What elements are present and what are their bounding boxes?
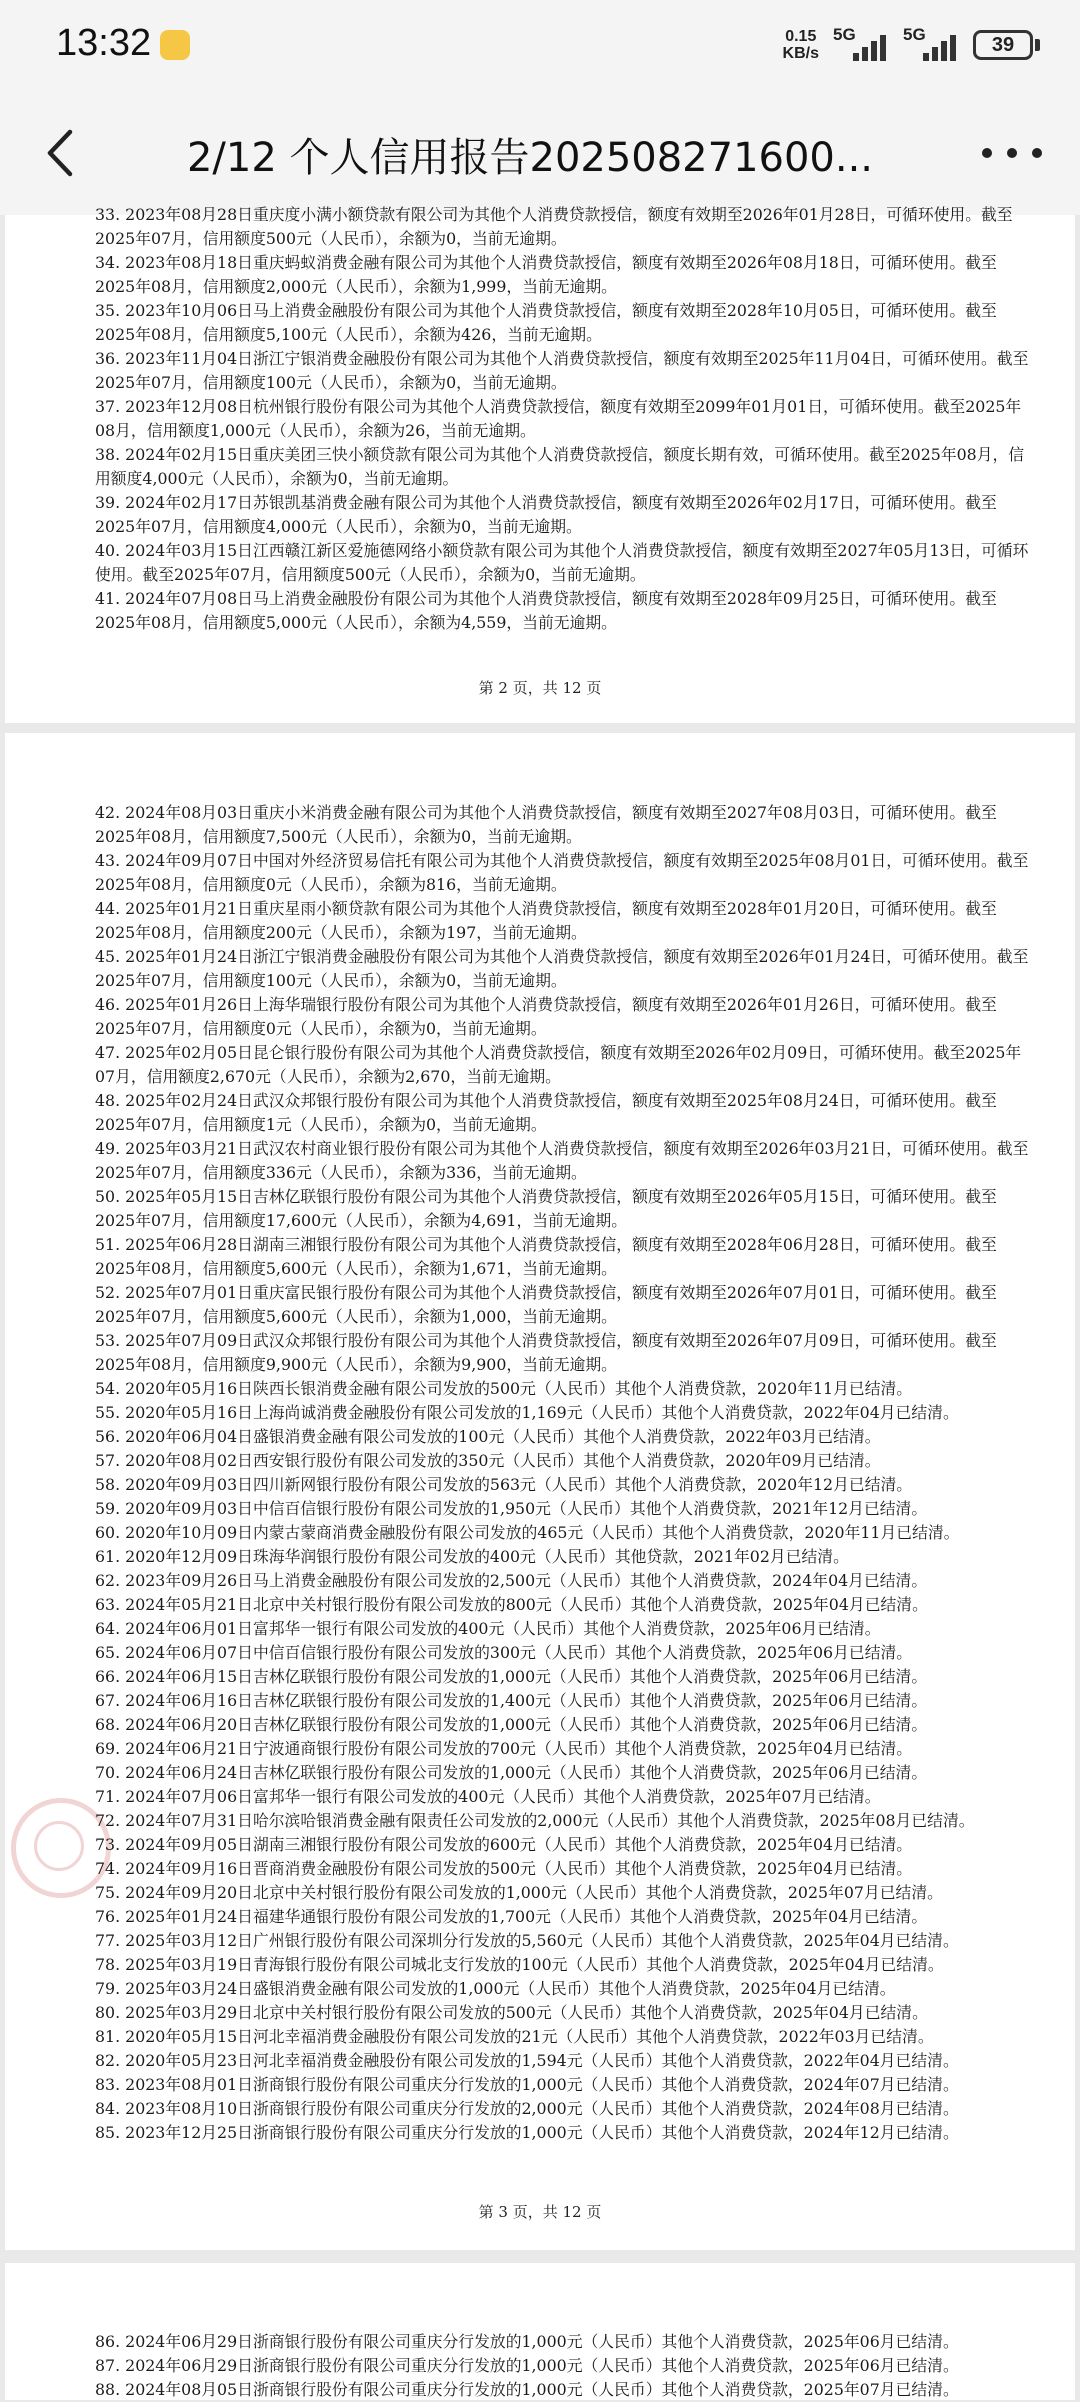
report-line: 08月，信用额度1,000元（人民币），余额为26，当前无逾期。 (95, 421, 536, 440)
report-line: 49. 2025年03月21日武汉农村商业银行股份有限公司为其他个人消费贷款授信，额度有效期至2026年03月21日，可循环使用。截至 (95, 1139, 1029, 1158)
report-line: 69. 2024年06月21日宁波通商银行股份有限公司发放的700元（人民币）其他个人消费贷款，2025年04月已结清。 (95, 1739, 913, 1758)
report-line: 71. 2024年07月06日富邦华一银行有限公司发放的400元（人民币）其他个人消费贷款，2025年07月已结清。 (95, 1787, 881, 1806)
report-line: 41. 2024年07月08日马上消费金融股份有限公司为其他个人消费贷款授信，额度有效期至2028年09月25日，可循环使用。截至 (95, 589, 997, 608)
report-line: 50. 2025年05月15日吉林亿联银行股份有限公司为其他个人消费贷款授信，额度有效期至2026年05月15日，可循环使用。截至 (95, 1187, 997, 1206)
pdf-page-2 (5, 205, 1075, 723)
report-line: 51. 2025年06月28日湖南三湘银行股份有限公司为其他个人消费贷款授信，额度有效期至2028年06月28日，可循环使用。截至 (95, 1235, 997, 1254)
report-line: 73. 2024年09月05日湖南三湘银行股份有限公司发放的600元（人民币）其他个人消费贷款，2025年04月已结清。 (95, 1835, 913, 1854)
page-3-content (95, 801, 1029, 2145)
page-title: 2/12 个人信用报告202508271600... (186, 135, 874, 181)
report-line: 66. 2024年06月15日吉林亿联银行股份有限公司发放的1,000元（人民币）其他个人消费贷款，2025年06月已结清。 (95, 1667, 928, 1686)
report-line: 79. 2025年03月24日盛银消费金融有限公司发放的1,000元（人民币）其他个人消费贷款，2025年04月已结清。 (95, 1979, 896, 1998)
signal-sim2-icon: 5G (903, 25, 959, 65)
report-line: 62. 2023年09月26日马上消费金融股份有限公司发放的2,500元（人民币）其他个人消费贷款，2024年04月已结清。 (95, 1571, 928, 1590)
report-line: 2025年07月，信用额度100元（人民币），余额为0，当前无逾期。 (95, 971, 567, 990)
report-line: 36. 2023年11月04日浙江宁银消费金融股份有限公司为其他个人消费贷款授信，额度有效期至2025年11月04日，可循环使用。截至 (95, 349, 1029, 368)
report-line: 76. 2025年01月24日福建华通银行股份有限公司发放的1,700元（人民币）其他个人消费贷款，2025年04月已结清。 (95, 1907, 928, 1926)
report-line: 67. 2024年06月16日吉林亿联银行股份有限公司发放的1,400元（人民币）其他个人消费贷款，2025年06月已结清。 (95, 1691, 928, 1710)
report-line: 46. 2025年01月26日上海华瑞银行股份有限公司为其他个人消费贷款授信，额度有效期至2026年01月26日，可循环使用。截至 (95, 995, 997, 1014)
report-line: 72. 2024年07月31日哈尔滨哈银消费金融有限责任公司发放的2,000元（人民币）其他个人消费贷款，2025年08月已结清。 (95, 1811, 975, 1830)
report-line: 2025年08月，信用额度5,600元（人民币），余额为1,671，当前无逾期。 (95, 1259, 617, 1278)
report-line: 47. 2025年02月05日昆仑银行股份有限公司为其他个人消费贷款授信，额度有效期至2026年02月09日，可循环使用。截至2025年 (95, 1043, 1022, 1062)
more-dots-icon[interactable] (982, 148, 1042, 162)
status-icons (783, 22, 1040, 68)
status-bar (0, 0, 1080, 90)
report-line: 81. 2020年05月15日河北幸福消费金融股份有限公司发放的21元（人民币）其他个人消费贷款，2022年03月已结清。 (95, 2027, 934, 2046)
report-line: 87. 2024年06月29日浙商银行股份有限公司重庆分行发放的1,000元（人民币）其他个人消费贷款，2025年06月已结清。 (95, 2356, 959, 2375)
page-4-content (95, 2330, 1025, 2402)
net-speed: 0.15 KB/s (782, 28, 819, 62)
report-line: 2025年07月，信用额度100元（人民币），余额为0，当前无逾期。 (95, 373, 567, 392)
report-line: 2025年08月，信用额度200元（人民币），余额为197，当前无逾期。 (95, 923, 587, 942)
report-line: 48. 2025年02月24日武汉众邦银行股份有限公司为其他个人消费贷款授信，额度有效期至2025年08月24日，可循环使用。截至 (95, 1091, 997, 1110)
app-notification-icon (160, 30, 190, 60)
report-line: 57. 2020年08月02日西安银行股份有限公司发放的350元（人民币）其他个人消费贷款，2020年09月已结清。 (95, 1451, 881, 1470)
report-line: 58. 2020年09月03日四川新网银行股份有限公司发放的563元（人民币）其他个人消费贷款，2020年12月已结清。 (95, 1475, 913, 1494)
report-line: 64. 2024年06月01日富邦华一银行有限公司发放的400元（人民币）其他个人消费贷款，2025年06月已结清。 (95, 1619, 881, 1638)
report-line: 2025年07月，信用额度17,600元（人民币），余额为4,691，当前无逾期。 (95, 1211, 628, 1230)
report-line: 44. 2025年01月21日重庆星雨小额贷款有限公司为其他个人消费贷款授信，额度有效期至2028年01月20日，可循环使用。截至 (95, 899, 997, 918)
report-line: 52. 2025年07月01日重庆富民银行股份有限公司为其他个人消费贷款授信，额度有效期至2026年07月01日，可循环使用。截至 (95, 1283, 997, 1302)
report-line: 61. 2020年12月09日珠海华润银行股份有限公司发放的400元（人民币）其他贷款，2021年02月已结清。 (95, 1547, 849, 1566)
page-3-footer: 第 3 页，共 12 页 (478, 2203, 602, 2221)
report-line: 2025年08月，信用额度5,000元（人民币），余额为4,559，当前无逾期。 (95, 613, 617, 632)
report-line: 80. 2025年03月29日北京中关村银行股份有限公司发放的500元（人民币）其他个人消费贷款，2025年04月已结清。 (95, 2003, 928, 2022)
battery-icon: 39 (973, 30, 1033, 60)
report-line: 37. 2023年12月08日杭州银行股份有限公司为其他个人消费贷款授信，额度有效期至2099年01月01日，可循环使用。截至2025年 (95, 397, 1022, 416)
signal-sim1-icon: 5G (833, 25, 889, 65)
report-line: 2025年07月，信用额度336元（人民币），余额为336，当前无逾期。 (95, 1163, 587, 1182)
page-2-content (95, 203, 1029, 635)
report-line: 53. 2025年07月09日武汉众邦银行股份有限公司为其他个人消费贷款授信，额度有效期至2026年07月09日，可循环使用。截至 (95, 1331, 997, 1350)
report-line: 39. 2024年02月17日苏银凯基消费金融有限公司为其他个人消费贷款授信，额度有效期至2026年02月17日，可循环使用。截至 (95, 493, 997, 512)
report-line: 54. 2020年05月16日陕西长银消费金融有限公司发放的500元（人民币）其他个人消费贷款，2020年11月已结清。 (95, 1379, 913, 1398)
report-line: 07月，信用额度2,670元（人民币），余额为2,670，当前无逾期。 (95, 1067, 561, 1086)
report-line: 63. 2024年05月21日北京中关村银行股份有限公司发放的800元（人民币）其他个人消费贷款，2025年04月已结清。 (95, 1595, 928, 1614)
report-line: 86. 2024年06月29日浙商银行股份有限公司重庆分行发放的1,000元（人民币）其他个人消费贷款，2025年06月已结清。 (95, 2332, 959, 2351)
report-line: 59. 2020年09月03日中信百信银行股份有限公司发放的1,950元（人民币）其他个人消费贷款，2021年12月已结清。 (95, 1499, 928, 1518)
report-line: 2025年08月，信用额度0元（人民币），余额为816，当前无逾期。 (95, 875, 567, 894)
report-line: 77. 2025年03月12日广州银行股份有限公司深圳分行发放的5,560元（人民币）其他个人消费贷款，2025年04月已结清。 (95, 1931, 959, 1950)
report-line: 88. 2024年08月05日浙商银行股份有限公司重庆分行发放的1,000元（人民币）其他个人消费贷款，2025年07月已结清。 (95, 2380, 959, 2399)
report-line: 75. 2024年09月20日北京中关村银行股份有限公司发放的1,000元（人民币）其他个人消费贷款，2025年07月已结清。 (95, 1883, 943, 1902)
report-line: 2025年08月，信用额度5,100元（人民币），余额为426，当前无逾期。 (95, 325, 602, 344)
report-line: 2025年07月，信用额度1元（人民币），余额为0，当前无逾期。 (95, 1115, 547, 1134)
pdf-page-4 (5, 2263, 1075, 2400)
report-line: 74. 2024年09月16日晋商消费金融股份有限公司发放的500元（人民币）其他个人消费贷款，2025年04月已结清。 (95, 1859, 913, 1878)
battery-tip (1035, 39, 1040, 51)
page-2-footer: 第 2 页，共 12 页 (478, 679, 602, 697)
report-line: 85. 2023年12月25日浙商银行股份有限公司重庆分行发放的1,000元（人民币）其他个人消费贷款，2024年12月已结清。 (95, 2123, 959, 2142)
report-line: 34. 2023年08月18日重庆蚂蚁消费金融有限公司为其他个人消费贷款授信，额度有效期至2026年08月18日，可循环使用。截至 (95, 253, 997, 272)
report-line: 33. 2023年08月28日重庆度小满小额贷款有限公司为其他个人消费贷款授信，额度有效期至2026年01月28日，可循环使用。截至 (95, 205, 1013, 224)
report-line: 38. 2024年02月15日重庆美团三快小额贷款有限公司为其他个人消费贷款授信，额度长期有效，可循环使用。截至2025年08月，信 (95, 445, 1025, 464)
report-line: 2025年07月，信用额度500元（人民币），余额为0，当前无逾期。 (95, 229, 567, 248)
clock: 13:32 (56, 22, 152, 64)
report-line: 35. 2023年10月06日马上消费金融股份有限公司为其他个人消费贷款授信，额度有效期至2028年10月05日，可循环使用。截至 (95, 301, 997, 320)
report-line: 84. 2023年08月10日浙商银行股份有限公司重庆分行发放的2,000元（人民币）其他个人消费贷款，2024年08月已结清。 (95, 2099, 959, 2118)
report-line: 68. 2024年06月20日吉林亿联银行股份有限公司发放的1,000元（人民币）其他个人消费贷款，2025年06月已结清。 (95, 1715, 928, 1734)
report-line: 42. 2024年08月03日重庆小米消费金融有限公司为其他个人消费贷款授信，额度有效期至2027年08月03日，可循环使用。截至 (95, 803, 997, 822)
report-line: 78. 2025年03月19日青海银行股份有限公司城北支行发放的100元（人民币）其他个人消费贷款，2025年04月已结清。 (95, 1955, 944, 1974)
report-line: 2025年08月，信用额度7,500元（人民币），余额为0，当前无逾期。 (95, 827, 582, 846)
app-header (0, 90, 1080, 215)
report-line: 43. 2024年09月07日中国对外经济贸易信托有限公司为其他个人消费贷款授信，额度有效期至2025年08月01日，可循环使用。截至 (95, 851, 1029, 870)
report-line: 70. 2024年06月24日吉林亿联银行股份有限公司发放的1,000元（人民币）其他个人消费贷款，2025年06月已结清。 (95, 1763, 928, 1782)
report-line: 45. 2025年01月24日浙江宁银消费金融股份有限公司为其他个人消费贷款授信，额度有效期至2026年01月24日，可循环使用。截至 (95, 947, 1029, 966)
report-line: 55. 2020年05月16日上海尚诚消费金融股份有限公司发放的1,169元（人民币）其他个人消费贷款，2022年04月已结清。 (95, 1403, 959, 1422)
report-line: 40. 2024年03月15日江西赣江新区爱施德网络小额贷款有限公司为其他个人消费贷款授信，额度有效期至2027年05月13日，可循环 (95, 541, 1029, 560)
report-line: 使用。截至2025年07月，信用额度500元（人民币），余额为0，当前无逾期。 (95, 565, 646, 584)
report-line: 83. 2023年08月01日浙商银行股份有限公司重庆分行发放的1,000元（人民币）其他个人消费贷款，2024年07月已结清。 (95, 2075, 959, 2094)
chevron-left-icon[interactable] (42, 128, 82, 178)
report-line: 2025年08月，信用额度2,000元（人民币），余额为1,999，当前无逾期。 (95, 277, 617, 296)
report-line: 2025年07月，信用额度0元（人民币），余额为0，当前无逾期。 (95, 1019, 547, 1038)
report-line: 用额度4,000元（人民币），余额为0，当前无逾期。 (95, 469, 459, 488)
report-line: 60. 2020年10月09日内蒙古蒙商消费金融股份有限公司发放的465元（人民币）其他个人消费贷款，2020年11月已结清。 (95, 1523, 960, 1542)
report-line: 2025年07月，信用额度4,000元（人民币），余额为0，当前无逾期。 (95, 517, 582, 536)
report-line: 56. 2020年06月04日盛银消费金融有限公司发放的100元（人民币）其他个人消费贷款，2022年03月已结清。 (95, 1427, 881, 1446)
report-line: 2025年07月，信用额度5,600元（人民币），余额为1,000，当前无逾期。 (95, 1307, 617, 1326)
report-line: 2025年08月，信用额度9,900元（人民币），余额为9,900，当前无逾期。 (95, 1355, 617, 1374)
report-line: 82. 2020年05月23日河北幸福消费金融股份有限公司发放的1,594元（人民币）其他个人消费贷款，2022年04月已结清。 (95, 2051, 959, 2070)
pdf-page-3 (5, 733, 1075, 2250)
report-line: 65. 2024年06月07日中信百信银行股份有限公司发放的300元（人民币）其他个人消费贷款，2025年06月已结清。 (95, 1643, 913, 1662)
